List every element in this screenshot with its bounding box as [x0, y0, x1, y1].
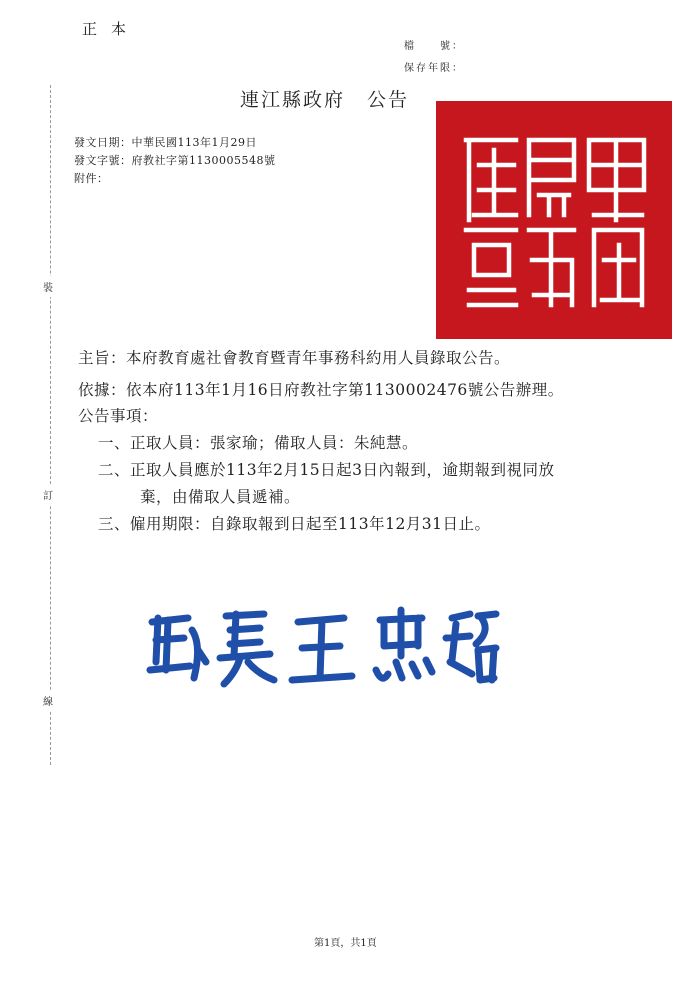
- retention-period-label: 保存年限：: [404, 63, 464, 74]
- official-seal: [436, 101, 672, 339]
- page-number: 第1頁，共1頁: [314, 938, 377, 949]
- binding-mark-ding: 訂: [43, 484, 53, 505]
- document-type: 公告: [367, 89, 410, 111]
- copy-mark: 正本: [82, 20, 141, 38]
- binding-mark-xian: 線: [43, 690, 53, 711]
- agency-name: 連江縣政府: [240, 89, 346, 111]
- announcement-items-heading: 公告事項：: [78, 407, 159, 425]
- subject-line: 主旨：本府教育處社會教育暨青年事務科約用人員錄取公告。: [78, 349, 511, 367]
- basis-line: 依據：依本府113年1月16日府教社字第1130002476號公告辦理。: [78, 381, 564, 399]
- attachment-label: 附件：: [74, 172, 109, 185]
- binding-line: [50, 85, 51, 765]
- issue-number: 發文字號：府教社字第1130005548號: [74, 154, 276, 167]
- seal-glyphs-icon: [454, 120, 654, 320]
- announcement-item-2: 二、正取人員應於113年2月15日起3日內報到，逾期報到視同放: [98, 461, 555, 479]
- announcement-item-2-continued: 棄，由備取人員遞補。: [140, 488, 301, 506]
- issue-date: 發文日期：中華民國113年1月29日: [74, 136, 257, 149]
- announcement-item-1: 一、正取人員：張家瑜；備取人員：朱純慧。: [98, 434, 419, 452]
- document-title: [240, 85, 409, 112]
- announcement-item-3: 三、僱用期限：自錄取報到日起至113年12月31日止。: [98, 515, 491, 533]
- magistrate-signature: [140, 600, 500, 692]
- signature-brush-icon: [140, 600, 500, 692]
- file-number-label: 檔 號：: [404, 41, 464, 52]
- binding-mark-zhuang: 裝: [43, 276, 53, 297]
